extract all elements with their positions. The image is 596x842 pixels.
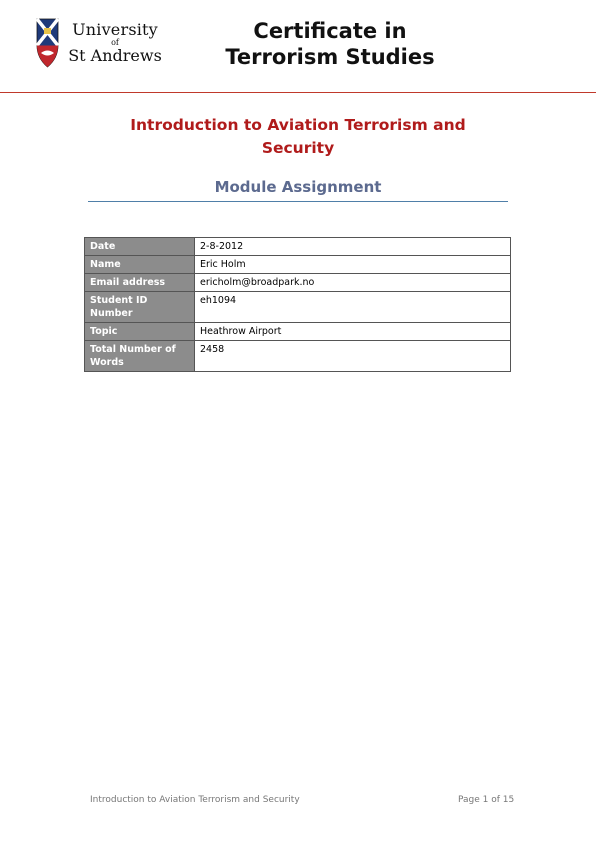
table-label-cell: Topic [85,323,195,341]
table-label-cell: Email address [85,274,195,292]
logo-line-1: University [72,20,158,39]
table-value-cell: 2-8-2012 [195,238,511,256]
document-subtitle: Module Assignment [214,178,382,196]
document-title [100,114,496,160]
table-label-cell: Student ID Number [85,292,195,323]
footer-page-number: Page 1 of 15 [458,795,515,805]
table-label-cell: Name [85,256,195,274]
document-title-line-2: Security [261,139,335,157]
table-row [85,323,511,341]
table-label-cell: Total Number of Words [85,341,195,372]
table-value-cell: ericholm@broadpark.no [195,274,511,292]
footer-document-title: Introduction to Aviation Terrorism and Security [90,795,300,805]
university-wordmark [63,22,167,64]
table-row [85,341,511,372]
info-table [84,237,511,372]
table-row [85,256,511,274]
table-row [85,238,511,256]
table-value-cell: 2458 [195,341,511,372]
certificate-title [180,18,480,70]
document-title-line-1: Introduction to Aviation Terrorism and [130,116,466,134]
logo-line-2: of [111,38,119,47]
certificate-title-line-2: Terrorism Studies [225,45,435,69]
subtitle-divider [88,201,508,202]
table-label-cell: Date [85,238,195,256]
table-value-cell: Heathrow Airport [195,323,511,341]
header-divider [0,92,596,93]
university-crest-icon [36,18,59,68]
logo-line-3: St Andrews [68,46,162,65]
table-value-cell: Eric Holm [195,256,511,274]
certificate-title-line-1: Certificate in [253,19,407,43]
table-row [85,274,511,292]
table-row [85,292,511,323]
table-value-cell: eh1094 [195,292,511,323]
